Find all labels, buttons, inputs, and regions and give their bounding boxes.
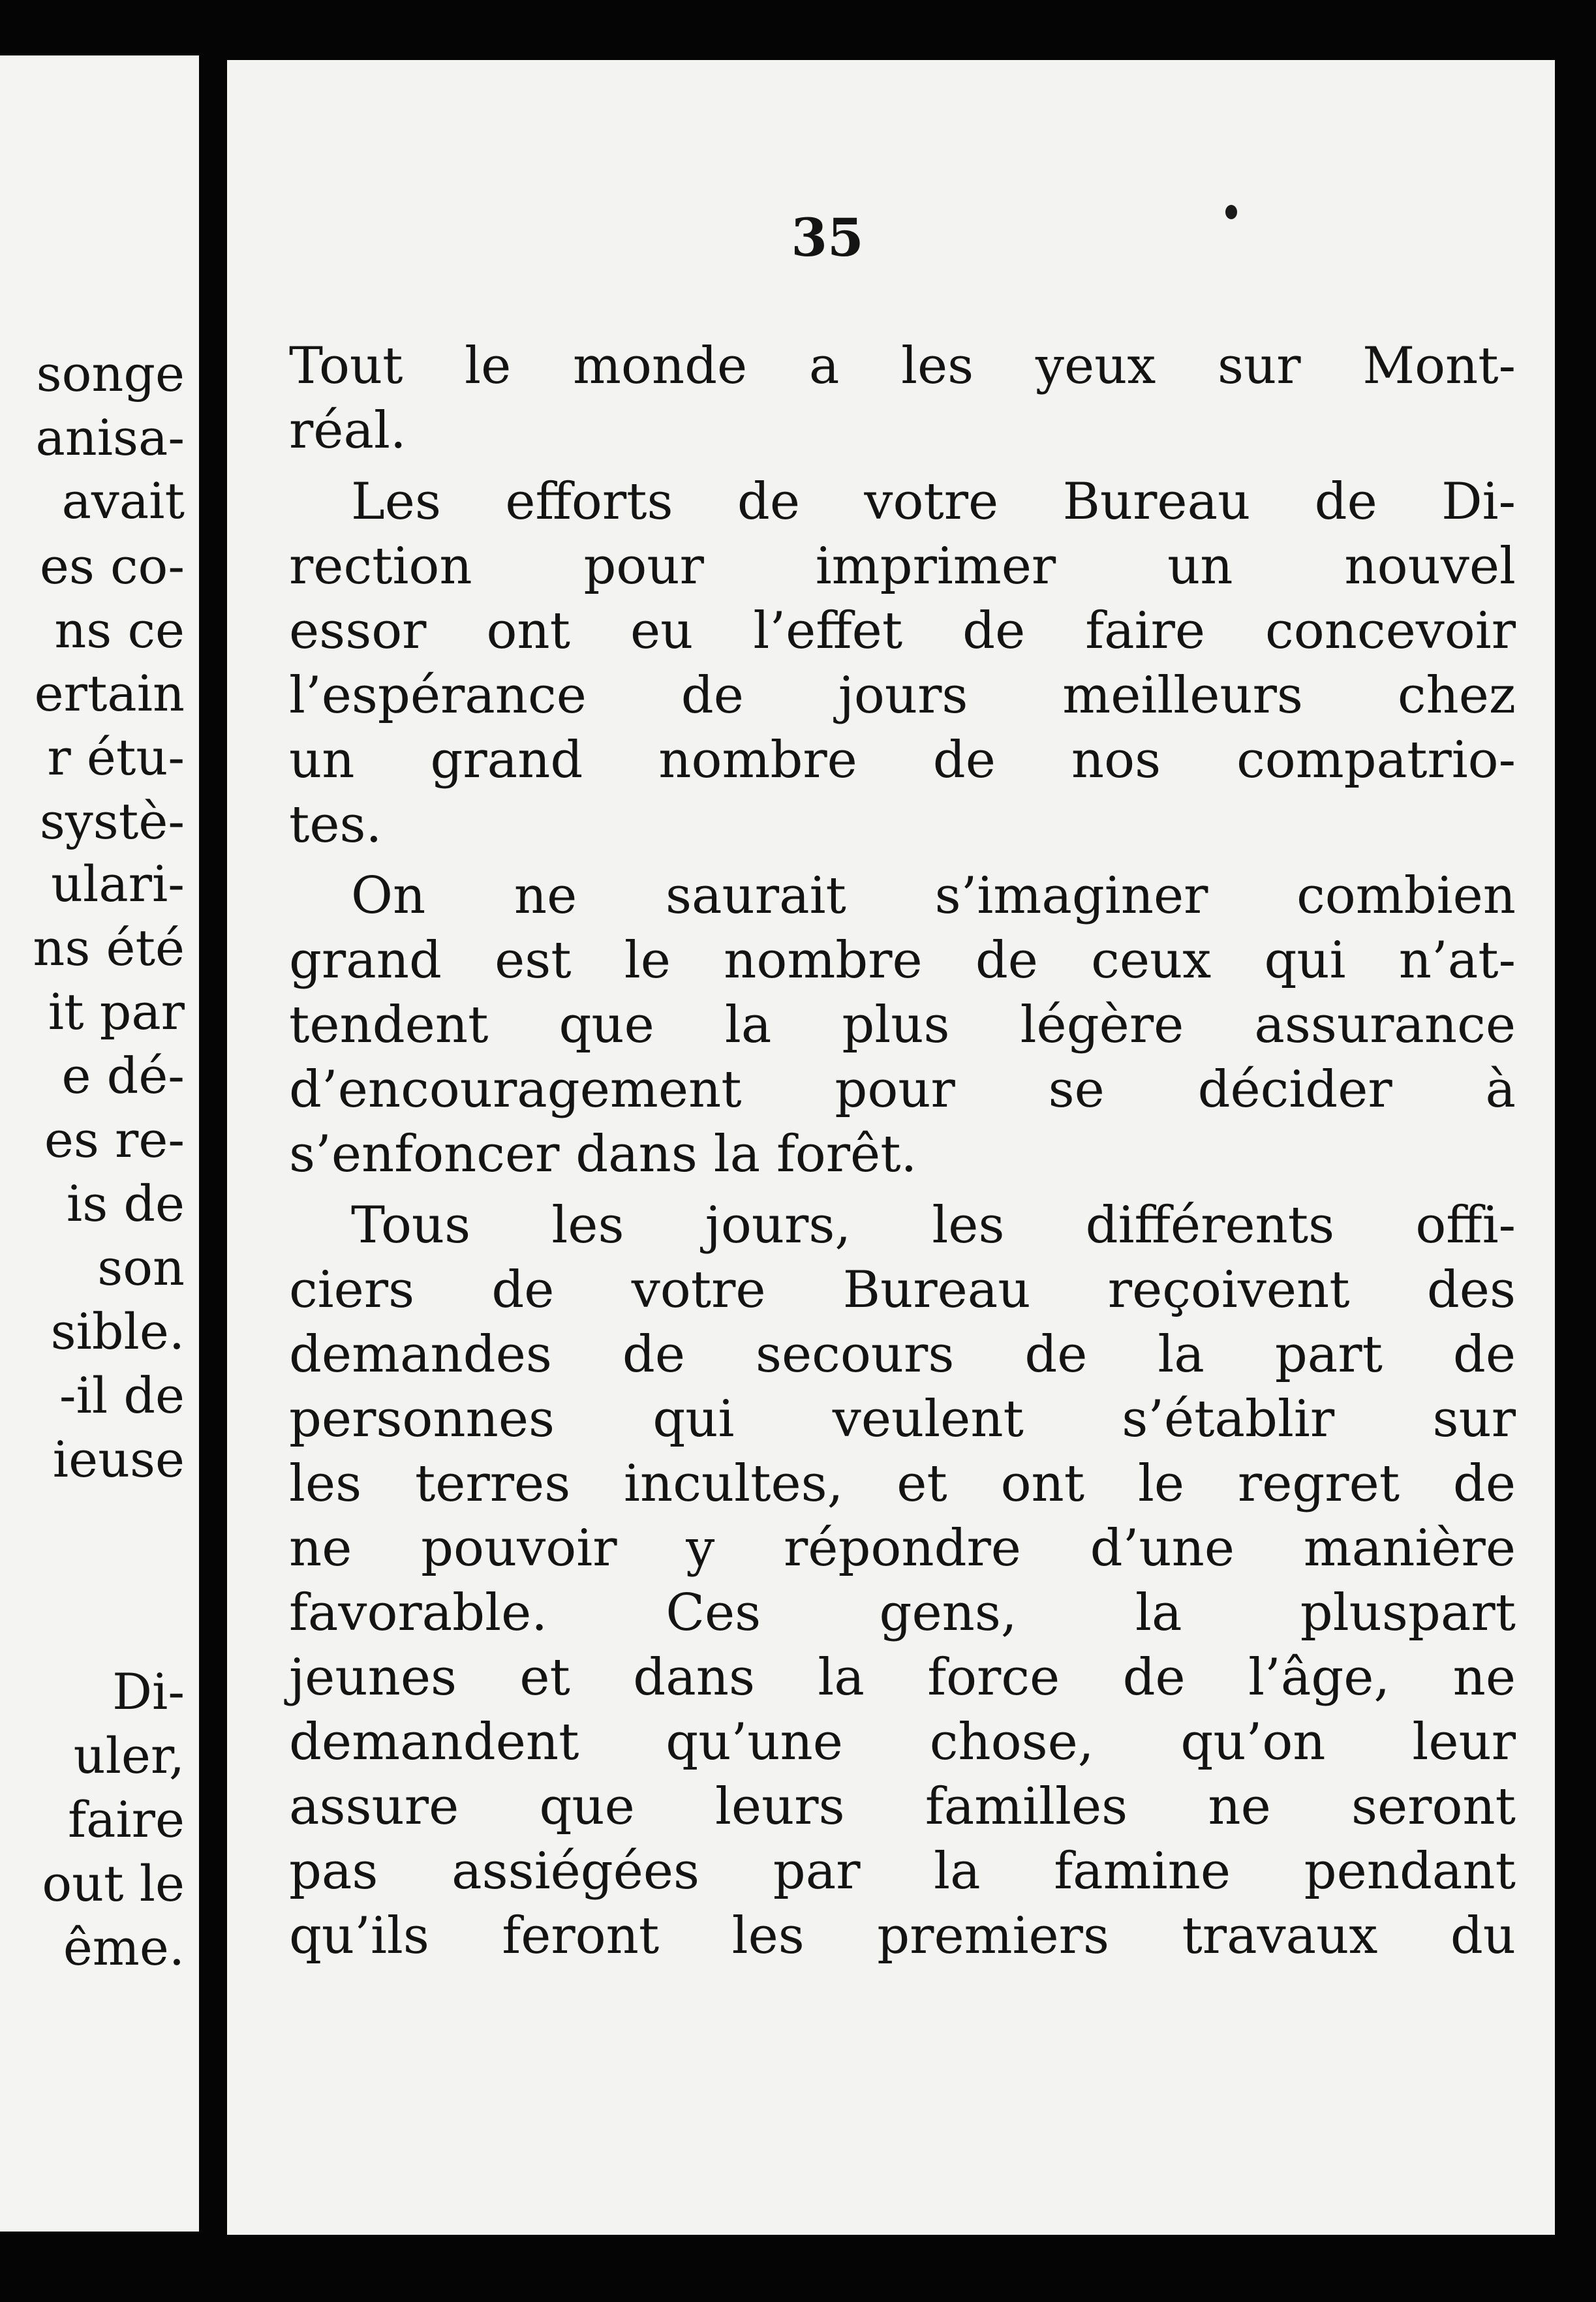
left-page-line: ertain xyxy=(34,664,185,722)
page-number: 35 xyxy=(791,207,864,268)
text-line: qu’ils feront les premiers travaux du xyxy=(289,1907,1516,1965)
text-line: grand est le nombre de ceux qui n’at- xyxy=(289,931,1516,990)
left-page-line: sible. xyxy=(50,1302,185,1360)
text-line: l’espérance de jours meilleurs chez xyxy=(289,666,1516,725)
left-page-line: Di- xyxy=(112,1663,185,1721)
text-line: assure que leurs familles ne seront xyxy=(289,1777,1516,1836)
text-line: réal. xyxy=(289,401,407,460)
left-page-line: anisa- xyxy=(35,408,185,467)
text-line: demandent qu’une chose, qu’on leur xyxy=(289,1713,1516,1772)
text-line: personnes qui veulent s’établir sur xyxy=(289,1390,1516,1449)
text-line: ciers de votre Bureau reçoivent des xyxy=(289,1261,1516,1319)
text-line: Tout le monde a les yeux sur Mont- xyxy=(289,337,1516,395)
left-page-line: it par xyxy=(48,983,185,1041)
text-line: On ne saurait s’imaginer combien xyxy=(351,867,1516,925)
text-line: les terres incultes, et ont le regret de xyxy=(289,1454,1516,1513)
text-line: tendent que la plus légère assurance xyxy=(289,996,1516,1054)
text-line: tes. xyxy=(289,795,382,854)
text-line: s’enfoncer dans la forêt. xyxy=(289,1125,917,1184)
left-page-line: -il de xyxy=(59,1366,185,1424)
text-line: demandes de secours de la part de xyxy=(289,1325,1516,1384)
text-line: essor ont eu l’effet de faire concevoir xyxy=(289,602,1516,660)
left-page-line: ieuse xyxy=(52,1430,185,1488)
left-page-line: avait xyxy=(61,472,185,530)
left-page-line: systè- xyxy=(39,792,185,850)
left-page-line: es re- xyxy=(44,1111,185,1169)
left-page-line: is de xyxy=(66,1174,185,1233)
text-line: pas assiégées par la famine pendant xyxy=(289,1842,1516,1901)
left-page-line: ns ce xyxy=(54,601,185,659)
page-body xyxy=(289,334,1516,1969)
text-line: jeunes et dans la force de l’âge, ne xyxy=(289,1648,1516,1707)
left-page-line: r étu- xyxy=(47,728,185,786)
left-page-line: songe xyxy=(36,345,185,403)
ink-speck xyxy=(1225,205,1237,219)
text-line: favorable. Ces gens, la pluspart xyxy=(289,1584,1516,1642)
left-page-fragment xyxy=(0,55,199,2232)
left-page-line: son xyxy=(97,1238,185,1297)
text-line: Tous les jours, les différents offi- xyxy=(351,1196,1516,1255)
left-page-line: faire xyxy=(67,1790,185,1849)
left-page-line: ns été xyxy=(33,919,185,977)
left-page-line: out le xyxy=(42,1854,185,1912)
left-page-line: ulari- xyxy=(51,855,185,913)
text-line: ne pouvoir y répondre d’une manière xyxy=(289,1519,1516,1578)
text-line: Les efforts de votre Bureau de Di- xyxy=(351,472,1516,531)
text-line: d’encouragement pour se décider à xyxy=(289,1060,1516,1119)
right-page xyxy=(227,60,1555,2235)
text-line: rection pour imprimer un nouvel xyxy=(289,537,1516,596)
left-page-line: ême. xyxy=(63,1918,185,1976)
left-page-line: e dé- xyxy=(61,1047,185,1105)
left-page-line: uler, xyxy=(73,1726,185,1785)
text-line: un grand nombre de nos compatrio- xyxy=(289,731,1516,790)
left-page-line: es co- xyxy=(39,537,185,595)
